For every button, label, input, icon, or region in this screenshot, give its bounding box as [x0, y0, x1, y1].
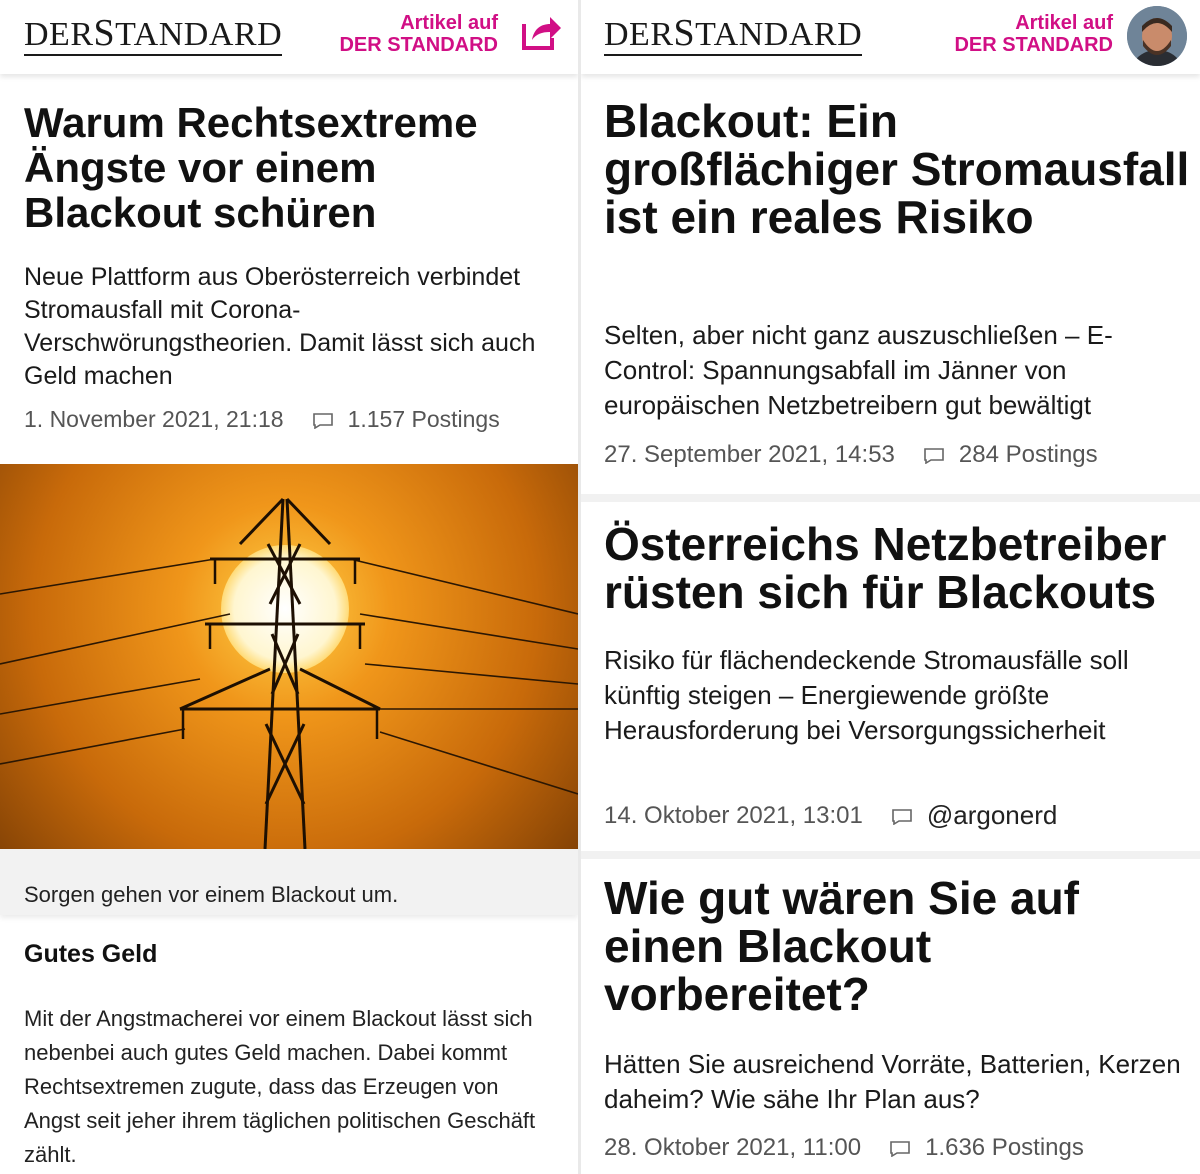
left-article-screenshot [0, 0, 578, 1174]
postings-icon [891, 807, 913, 825]
article-headline[interactable]: Warum Rechtsextreme Ängste vor einem Blackout schüren [24, 99, 478, 236]
article-teaser-3: Hätten Sie ausreichend Vorräte, Batterien, Kerzen daheim? Wie sähe Ihr Plan aus? [604, 1049, 1181, 1114]
article-meta-1 [604, 441, 1098, 469]
article-date: 28. Oktober 2021, 11:00 [604, 1134, 862, 1161]
section-heading: Gutes Geld [24, 940, 158, 968]
article-headline-2[interactable]: Österreichs Netzbetreiber rüsten sich für Blackouts [604, 518, 1167, 618]
derstandard-logo[interactable]: DERSTANDARD [604, 12, 863, 54]
article-date: 27. September 2021, 14:53 [604, 441, 895, 468]
article-teaser-2: Risiko für flächendeckende Stromausfälle soll künftig steigen – Energiewende größte Herausforderung bei Versorgungssicherheit [604, 645, 1129, 745]
artikel-auf-link[interactable]: Artikel auf DER STANDARD [954, 12, 1113, 56]
postings-count[interactable]: 1.157 Postings [347, 406, 500, 432]
watermark-handle: @argonerd [926, 800, 1058, 830]
article-headline-1[interactable]: Blackout: Ein großflächiger Stromausfall ist ein reales Risiko [604, 95, 1190, 243]
postings-icon [312, 411, 334, 429]
article-date: 14. Oktober 2021, 13:01 [604, 801, 863, 829]
postings-count[interactable]: 1.636 Postings [925, 1134, 1084, 1161]
postings-icon [889, 1139, 911, 1157]
article-meta-2 [604, 800, 1057, 831]
article-body-paragraph: Mit der Angstmacherei vor einem Blackout lässt sich nebenbei auch gutes Geld machen. Dabei kommt Rechtsextremen zugute, dass das Erzeugen von Angst seit jeher ihrem täglichen politischen Geschäft zählt. [24, 1006, 536, 1167]
article-meta [24, 406, 500, 433]
right-article-screenshot [581, 0, 1200, 1174]
derstandard-logo[interactable]: DERSTANDARD [24, 12, 283, 54]
share-icon[interactable] [520, 12, 562, 52]
article-teaser-1: Selten, aber nicht ganz auszuschließen – E-Control: Spannungsabfall im Jänner von europäischen Netzbetreibern gut bewältigt [604, 320, 1113, 420]
postings-count[interactable]: 284 Postings [958, 441, 1098, 468]
article-separator [581, 494, 1200, 502]
header-bar [0, 0, 578, 74]
caption-text: Sorgen gehen vor einem Blackout um. [24, 882, 399, 907]
article-teaser: Neue Plattform aus Oberösterreich verbindet Stromausfall mit Corona-Verschwörungstheorien. Damit lässt sich auch Geld machen [24, 263, 536, 390]
photo-caption [0, 849, 578, 915]
article-photo-power-pylon-sunset [0, 464, 578, 849]
avatar[interactable] [1127, 6, 1187, 66]
article-headline-3[interactable]: Wie gut wären Sie auf einen Blackout vorbereitet? [604, 872, 1080, 1020]
header-bar [581, 0, 1200, 74]
article-meta-3 [604, 1134, 1084, 1162]
postings-icon [923, 446, 945, 464]
article-separator [581, 851, 1200, 859]
artikel-auf-link[interactable]: Artikel auf DER STANDARD [339, 12, 498, 56]
article-date: 1. November 2021, 21:18 [24, 406, 284, 432]
